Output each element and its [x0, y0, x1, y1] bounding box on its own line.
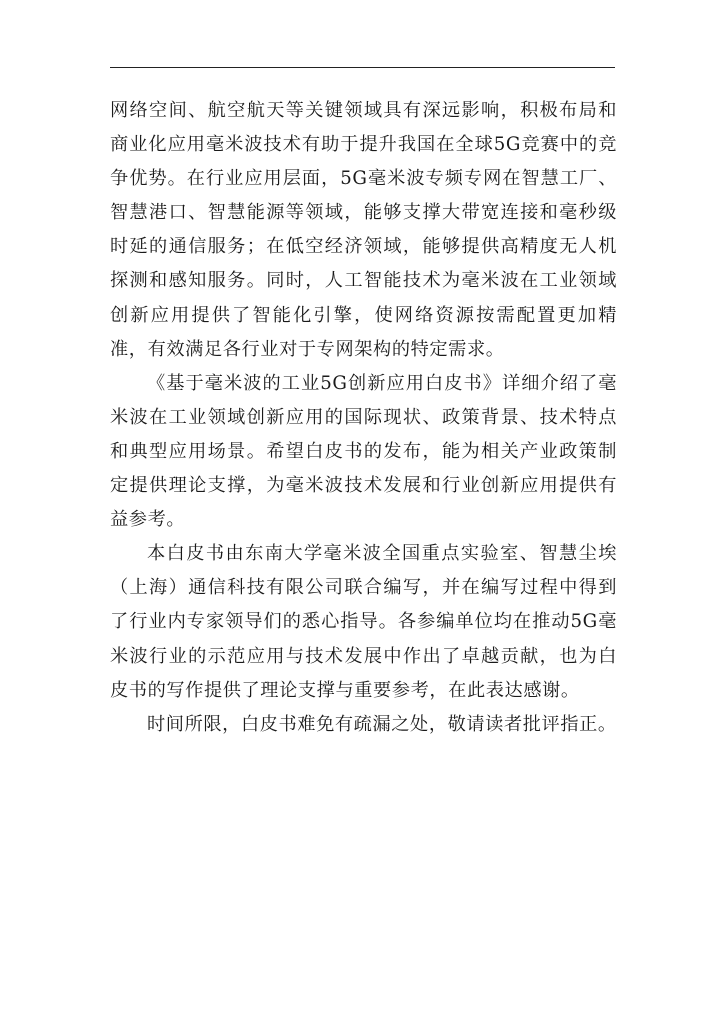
paragraph-acknowledgement: 本白皮书由东南大学毫米波全国重点实验室、智慧尘埃（上海）通信科技有限公司联合编写，并在编写过程中得到了行业内专家领导们的悉心指导。各参编单位均在推动5G毫米波行业的示范应用与技术发展中作出了卓越贡献，也为白皮书的写作提供了理论支撑与重要参考，在此表达感谢。: [110, 543, 617, 701]
paragraph-closing: 时间所限，白皮书难免有疏漏之处，敬请读者批评指正。: [147, 713, 617, 735]
header-rule: [110, 67, 615, 68]
paragraph-whitepaper-intro: 《基于毫米波的工业5G创新应用白皮书》详细介绍了毫米波在工业领域创新应用的国际现状、政策背景、技术特点和典型应用场景。希望白皮书的发布，能为相关产业政策制定提供理论支撑，为毫米波技术发展和行业创新应用提供有益参考。: [110, 372, 617, 531]
page-body: [110, 94, 617, 742]
paragraph-continuation: 网络空间、航空航天等关键领域具有深远影响，积极布局和商业化应用毫米波技术有助于提升我国在全球5G竞赛中的竞争优势。在行业应用层面，5G毫米波专频专网在智慧工厂、智慧港口、智慧能源等领域，能够支撑大带宽连接和毫秒级时延的通信服务；在低空经济领域，能够提供高精度无人机探测和感知服务。同时，人工智能技术为毫米波在工业领域创新应用提供了智能化引擎，使网络资源按需配置更加精准，有效满足各行业对于专网架构的特定需求。: [110, 100, 617, 360]
